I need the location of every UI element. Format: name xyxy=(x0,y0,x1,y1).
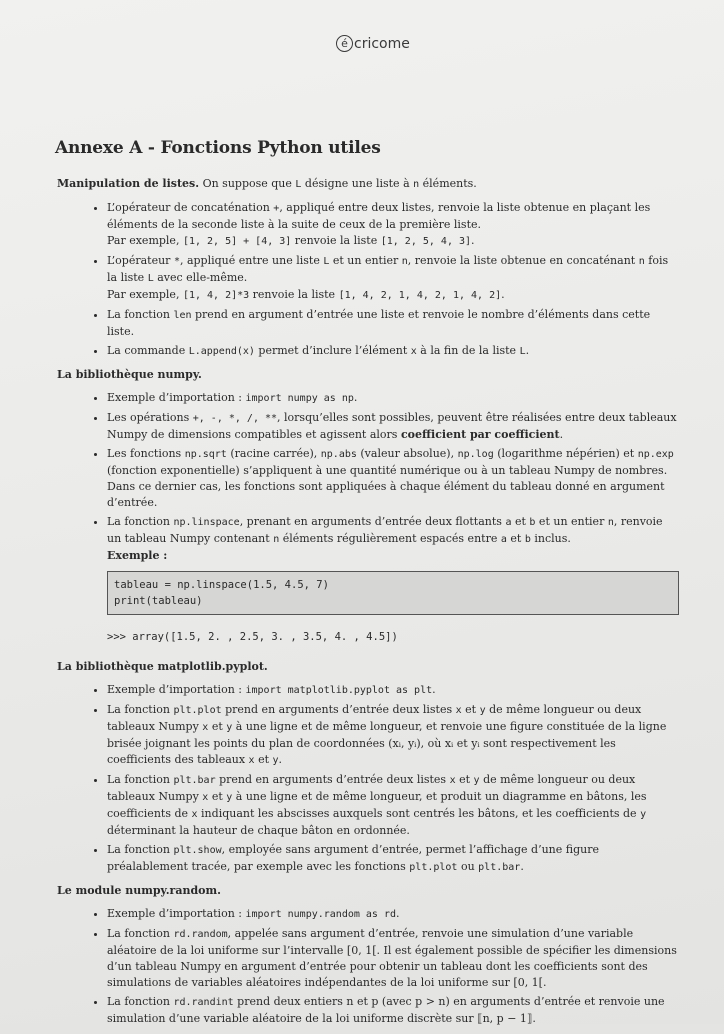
section-numpy-title: La bibliothèque numpy. xyxy=(57,368,202,381)
section-lists-title: Manipulation de listes. xyxy=(57,177,200,190)
matplotlib-bullet-list xyxy=(55,682,680,876)
section-lists-intro: Manipulation de listes. On suppose que L désigne une liste à n éléments. xyxy=(57,177,477,190)
list-item: • La fonction plt.plot prend en arguments d’entrée deux listes x et y de même longueur ou deux tableaux Numpy x et y à une ligne et de même longueur, et renvoie une figure constituée de la ligne brisée joignant les points du plan de coordonnées (xᵢ, yᵢ), où xᵢ et yᵢ sont respectivement les coefficients des tableaux x et y. xyxy=(107,702,680,769)
code-output: >>> array([1.5, 2. , 2.5, 3. , 3.5, 4. , 4.5]) xyxy=(107,631,398,643)
list-item: • La fonction len prend en argument d’entrée une liste et renvoie le nombre d’éléments dans cette liste. xyxy=(107,307,680,340)
code-line: print(tableau) xyxy=(114,595,203,607)
random-bullet-list xyxy=(55,906,680,1027)
example-label: Exemple : xyxy=(107,549,168,562)
list-item: • Exemple d’importation : import matplotlib.pyplot as plt. xyxy=(107,682,680,699)
annex-title: Annexe A - Fonctions Python utiles xyxy=(55,138,381,158)
section-matplotlib-title: La bibliothèque matplotlib.pyplot. xyxy=(57,660,268,673)
list-item: • Les fonctions np.sqrt (racine carrée), np.abs (valeur absolue), np.log (logarithme népérien) et np.exp (fonction exponentielle) s’appliquent à une quantité numérique ou à un tableau Numpy de nombres. Dans ce dernier cas, les fonctions sont appliquées à chaque élément du tableau donné en argument d’entrée. xyxy=(107,446,680,511)
list-item: • Les opérations +, -, *, /, **, lorsqu’elles sont possibles, peuvent être réalisées entre deux tableaux Numpy de dimensions compatibles et agissent alors coefficient par coefficient. xyxy=(107,410,680,443)
logo-text: cricome xyxy=(354,35,410,52)
list-item: • La fonction rd.random, appelée sans argument d’entrée, renvoie une simulation d’une variable aléatoire de la loi uniforme sur l’intervalle [0, 1[. Il est également possible de spécifier les dimensions d’un tableau Numpy en argument d’entrée pour obtenir un tableau dont les coefficients sont des simulations de variables aléatoires indépendantes de la loi uniforme sur [0, 1[. xyxy=(107,926,680,991)
logo-mark-icon: é xyxy=(336,35,353,52)
section-numpy xyxy=(55,367,680,645)
section-lists xyxy=(55,176,680,360)
code-example-box xyxy=(107,571,679,615)
lists-bullet-list xyxy=(55,200,680,360)
ecricome-logo xyxy=(336,35,410,52)
list-item: • L’opérateur *, appliqué entre une liste L et un entier n, renvoie la liste obtenue en concaténant n fois la liste L avec elle-même. Par exemple, [1, 4, 2]*3 renvoie la liste [1, 4, 2, 1, 4, 2, 1, 4, 2]. xyxy=(107,253,680,304)
list-item: • La commande L.append(x) permet d’inclure l’élément x à la fin de la liste L. xyxy=(107,343,680,360)
section-random xyxy=(55,883,680,1027)
list-item: • Exemple d’importation : import numpy.random as rd. xyxy=(107,906,680,923)
list-item: • La fonction rd.randint prend deux entiers n et p (avec p > n) en arguments d’entrée et renvoie une simulation d’une variable aléatoire de la loi uniforme discrète sur ⟦n, p − 1⟧. xyxy=(107,994,680,1027)
list-item: • Exemple d’importation : import numpy as np. xyxy=(107,390,680,407)
numpy-bullet-list xyxy=(55,390,680,564)
code-line: tableau = np.linspace(1.5, 4.5, 7) xyxy=(114,579,329,591)
list-item: • La fonction plt.bar prend en arguments d’entrée deux listes x et y de même longueur ou deux tableaux Numpy x et y à une ligne et de même longueur, et produit un diagramme en bâtons, les coefficients de x indiquant les abscisses auxquels sont centrés les bâtons, et les coefficients de y déterminant la hauteur de chaque bâton en ordonnée. xyxy=(107,772,680,839)
section-random-title: Le module numpy.random. xyxy=(57,884,221,897)
list-item: • La fonction np.linspace, prenant en arguments d’entrée deux flottants a et b et un entier n, renvoie un tableau Numpy contenant n éléments régulièrement espacés entre a et b inclus. Exemple : xyxy=(107,514,680,564)
list-item: • La fonction plt.show, employée sans argument d’entrée, permet l’affichage d’une figure préalablement tracée, par exemple avec les fonctions plt.plot ou plt.bar. xyxy=(107,842,680,876)
section-matplotlib xyxy=(55,659,680,876)
annex-content xyxy=(55,138,680,1034)
list-item: • L’opérateur de concaténation +, appliqué entre deux listes, renvoie la liste obtenue en plaçant les éléments de la seconde liste à la suite de ceux de la première liste. Par exemple, [1, 2, 5] + [4, 3] renvoie la liste [1, 2, 5, 4, 3]. xyxy=(107,200,680,250)
